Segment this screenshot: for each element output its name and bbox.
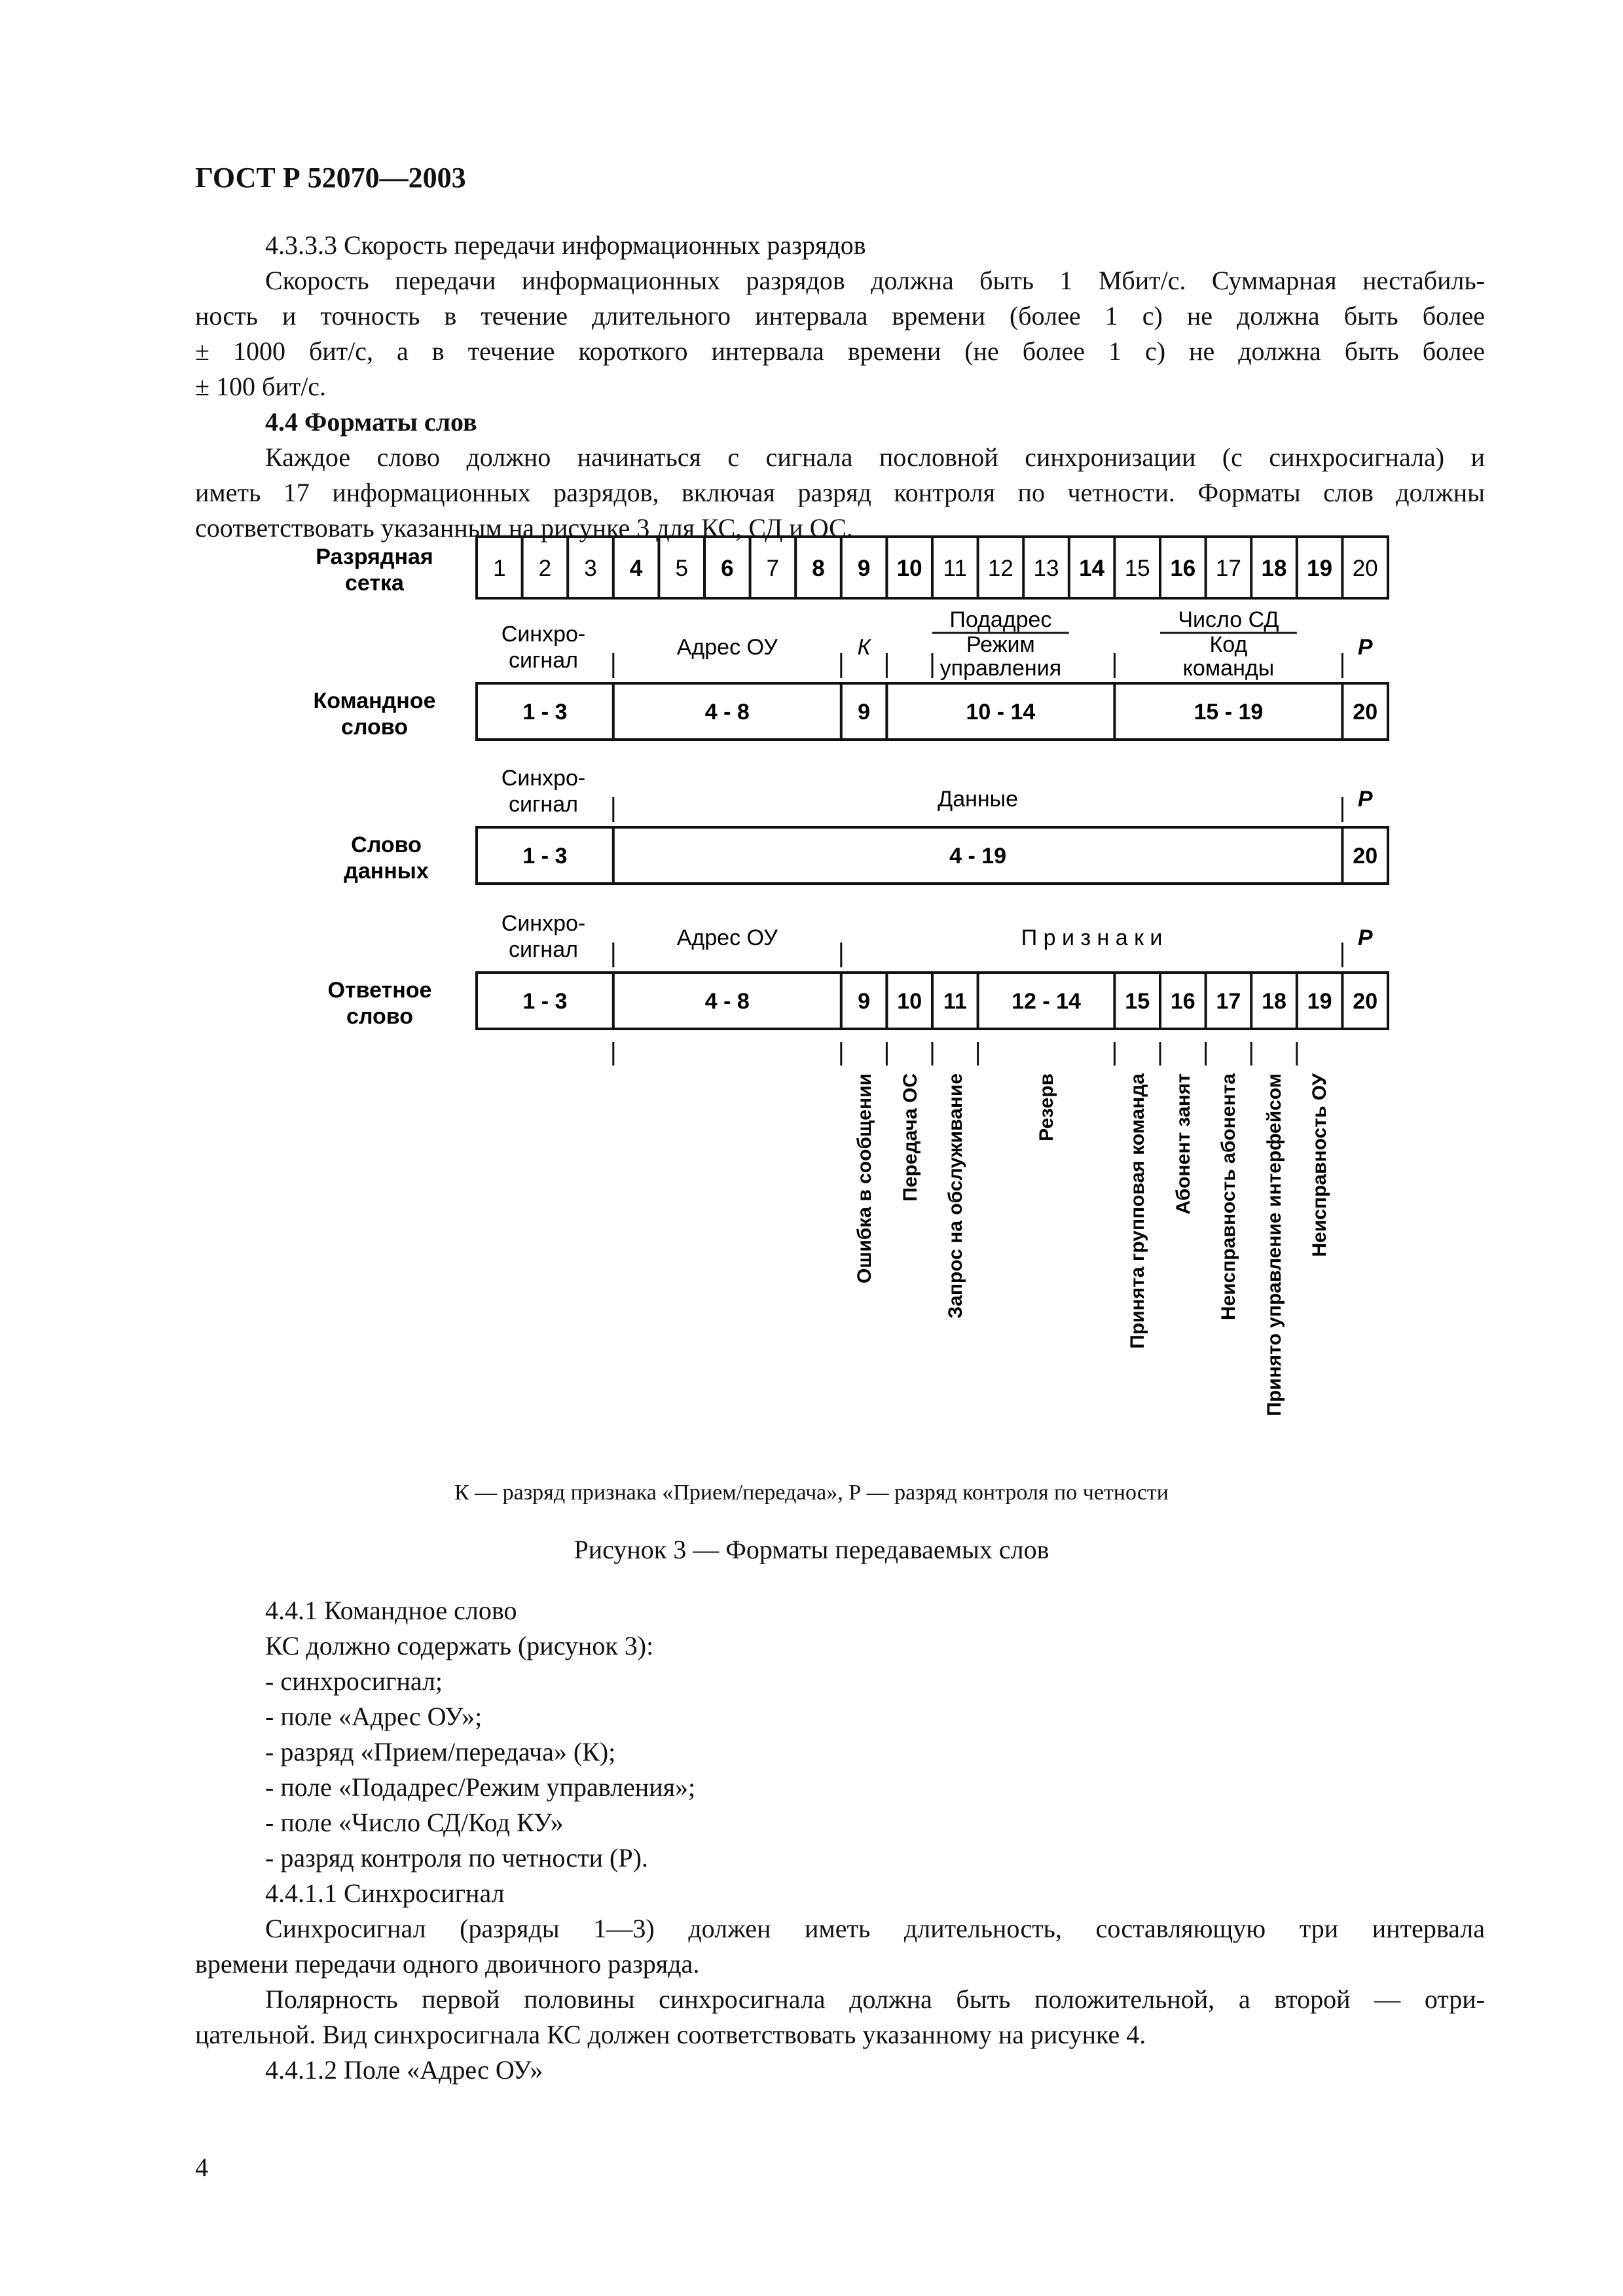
grid-bit: 8 [812,556,825,581]
grid-bit: 11 [943,556,967,581]
cmd-label-sync-1: Синхро- [501,622,586,647]
cmd-label-k: К [857,635,871,660]
cmd-field: 9 [858,700,871,725]
row-label-grid-1: Разрядная [316,545,433,569]
grid-bit: 20 [1352,556,1378,581]
row-label-response-1: Ответное [327,978,432,1003]
list-item: - поле «Число СД/Код КУ» [265,1808,564,1837]
cmd-label-address: Адрес ОУ [676,635,778,660]
cmd-label-code-2: команды [1182,656,1275,681]
row-label-command-2: слово [340,715,409,740]
section-title-4-4-1-2: 4.4.1.2 Поле «Адрес ОУ» [265,2055,543,2085]
grid-bit: 17 [1215,556,1241,581]
flag-dynamic-bus-control: Принято управление интерфейсом [1264,1073,1285,1416]
list-item: - поле «Адрес ОУ»; [265,1702,483,1731]
list-item: - поле «Подадрес/Режим управления»; [265,1772,696,1802]
cmd-label-count: Число СД [1178,607,1279,632]
cmd-field: 4 - 8 [704,700,750,725]
data-field: 1 - 3 [522,844,568,869]
figure-caption: Рисунок 3 — Форматы передаваемых слов [574,1535,1049,1564]
paragraph-line: ± 1000 бит/с, а в течение короткого интервала времени (не более 1 с) не должна быть более [195,336,1485,366]
row-label-data-1: Слово [351,833,422,857]
flag-terminal-fault: Неисправность ОУ [1309,1073,1330,1257]
grid-bit: 10 [896,556,922,581]
flag-broadcast-received: Принята групповая команда [1127,1073,1148,1349]
grid-bit: 18 [1261,556,1287,581]
resp-field: 19 [1307,989,1332,1014]
paragraph-line: Синхросигнал (разряды 1—3) должен иметь длительность, составляющую три интервала [265,1914,1485,1943]
paragraph-line: времени передачи одного двоичного разряда. [195,1949,700,1979]
list-item: - синхросигнал; [265,1666,443,1696]
resp-field: 9 [858,989,871,1014]
flag-response-transmit: Передача ОС [900,1073,921,1202]
data-field: 20 [1353,844,1378,869]
flag-busy: Абонент занят [1173,1073,1194,1215]
cmd-label-mode-1: Режим [966,632,1035,657]
resp-field: 20 [1353,989,1378,1014]
list-item: - разряд «Прием/передача» (К); [265,1737,616,1767]
flag-service-request: Запрос на обслуживание [945,1073,966,1319]
paragraph-line: ± 100 бит/с. [195,372,327,401]
document-header: ГОСТ Р 52070—2003 [195,162,466,194]
grid-bit: 6 [721,556,734,581]
cmd-label-code-1: Код [1209,632,1248,657]
paragraph-line: соответствовать указанным на рисунке 3 для КС, СД и ОС. [195,513,853,543]
row-label-command-1: Командное [313,689,436,713]
data-label-p: Р [1357,787,1373,812]
data-label-sync-2: сигнал [509,792,578,817]
grid-bit: 7 [766,556,780,581]
resp-field: 15 [1125,989,1150,1014]
section-title-4-4-1-1: 4.4.1.1 Синхросигнал [265,1878,505,1908]
flag-reserved: Резерв [1036,1073,1057,1141]
paragraph-line: КС должно содержать (рисунок 3): [265,1631,654,1660]
resp-field: 18 [1262,989,1286,1014]
resp-label-flags: П р и з н а к и [1021,925,1163,950]
cmd-label-mode-2: управления [939,656,1062,681]
section-title-4-3-3-3: 4.3.3.3 Скорость передачи информационных разрядов [265,230,866,260]
grid-bit: 1 [493,556,506,581]
cmd-field: 15 - 19 [1194,700,1264,725]
resp-field: 17 [1216,989,1241,1014]
page-number: 4 [195,2153,208,2182]
grid-bit: 14 [1079,556,1105,581]
resp-field: 4 - 8 [704,989,750,1014]
data-field: 4 - 19 [949,844,1007,869]
cmd-field: 1 - 3 [522,700,568,725]
section-title-4-4-1: 4.4.1 Командное слово [265,1596,517,1625]
resp-field: 16 [1170,989,1195,1014]
cmd-label-subaddress: Подадрес [949,607,1052,632]
resp-field: 12 - 14 [1012,989,1081,1014]
resp-label-sync-2: сигнал [509,937,578,962]
resp-field: 10 [897,989,922,1014]
row-label-response-2: слово [346,1004,414,1029]
cmd-label-sync-2: сигнал [509,648,578,673]
paragraph-line: иметь 17 информационных разрядов, включая разряд контроля по четности. Форматы слов должны [195,478,1485,507]
paragraph-line: Полярность первой половины синхросигнала должна быть положительной, а второй — отри- [265,1984,1485,2014]
resp-label-p: Р [1357,925,1373,950]
section-heading-4-4: 4.4 Форматы слов [265,407,477,437]
figure-footnote: К — разряд признака «Прием/передача», Р — разряд контроля по четности [454,1480,1169,1505]
cmd-label-p: Р [1357,635,1373,660]
grid-bit: 16 [1170,556,1196,581]
paragraph-line: Скорость передачи информационных разрядов должна быть 1 Мбит/с. Суммарная нестабиль- [265,266,1485,295]
paragraph-line: ность и точность в течение длительного интервала времени (более 1 с) не должна быть более [195,301,1485,331]
row-label-grid-2: сетка [345,571,404,596]
resp-label-address: Адрес ОУ [676,925,778,950]
paragraph-line: Каждое слово должно начинаться с сигнала пословной синхронизации (с синхросигнала) и [265,442,1485,472]
grid-bit: 19 [1307,556,1333,581]
resp-label-sync-1: Синхро- [501,911,586,936]
grid-bit: 9 [857,556,871,581]
grid-bit: 13 [1033,556,1059,581]
resp-field: 1 - 3 [522,989,568,1014]
grid-bit: 2 [538,556,552,581]
grid-bit: 4 [629,556,643,581]
list-item: - разряд контроля по четности (Р). [265,1843,648,1873]
data-label-sync-1: Синхро- [501,766,586,791]
flag-subsystem-fault: Неисправность абонента [1218,1073,1239,1321]
grid-bit: 15 [1124,556,1150,581]
grid-bit: 12 [987,556,1013,581]
cmd-field: 20 [1353,700,1378,725]
grid-bit: 5 [675,556,688,581]
row-label-data-2: данных [344,859,429,884]
resp-field: 11 [943,989,967,1014]
flag-message-error: Ошибка в сообщении [854,1073,875,1283]
data-label-data: Данные [938,787,1019,812]
cmd-field: 10 - 14 [966,700,1036,725]
grid-bit: 3 [584,556,597,581]
paragraph-line: цательной. Вид синхросигнала КС должен соответствовать указанному на рисунке 4. [195,2020,1146,2049]
